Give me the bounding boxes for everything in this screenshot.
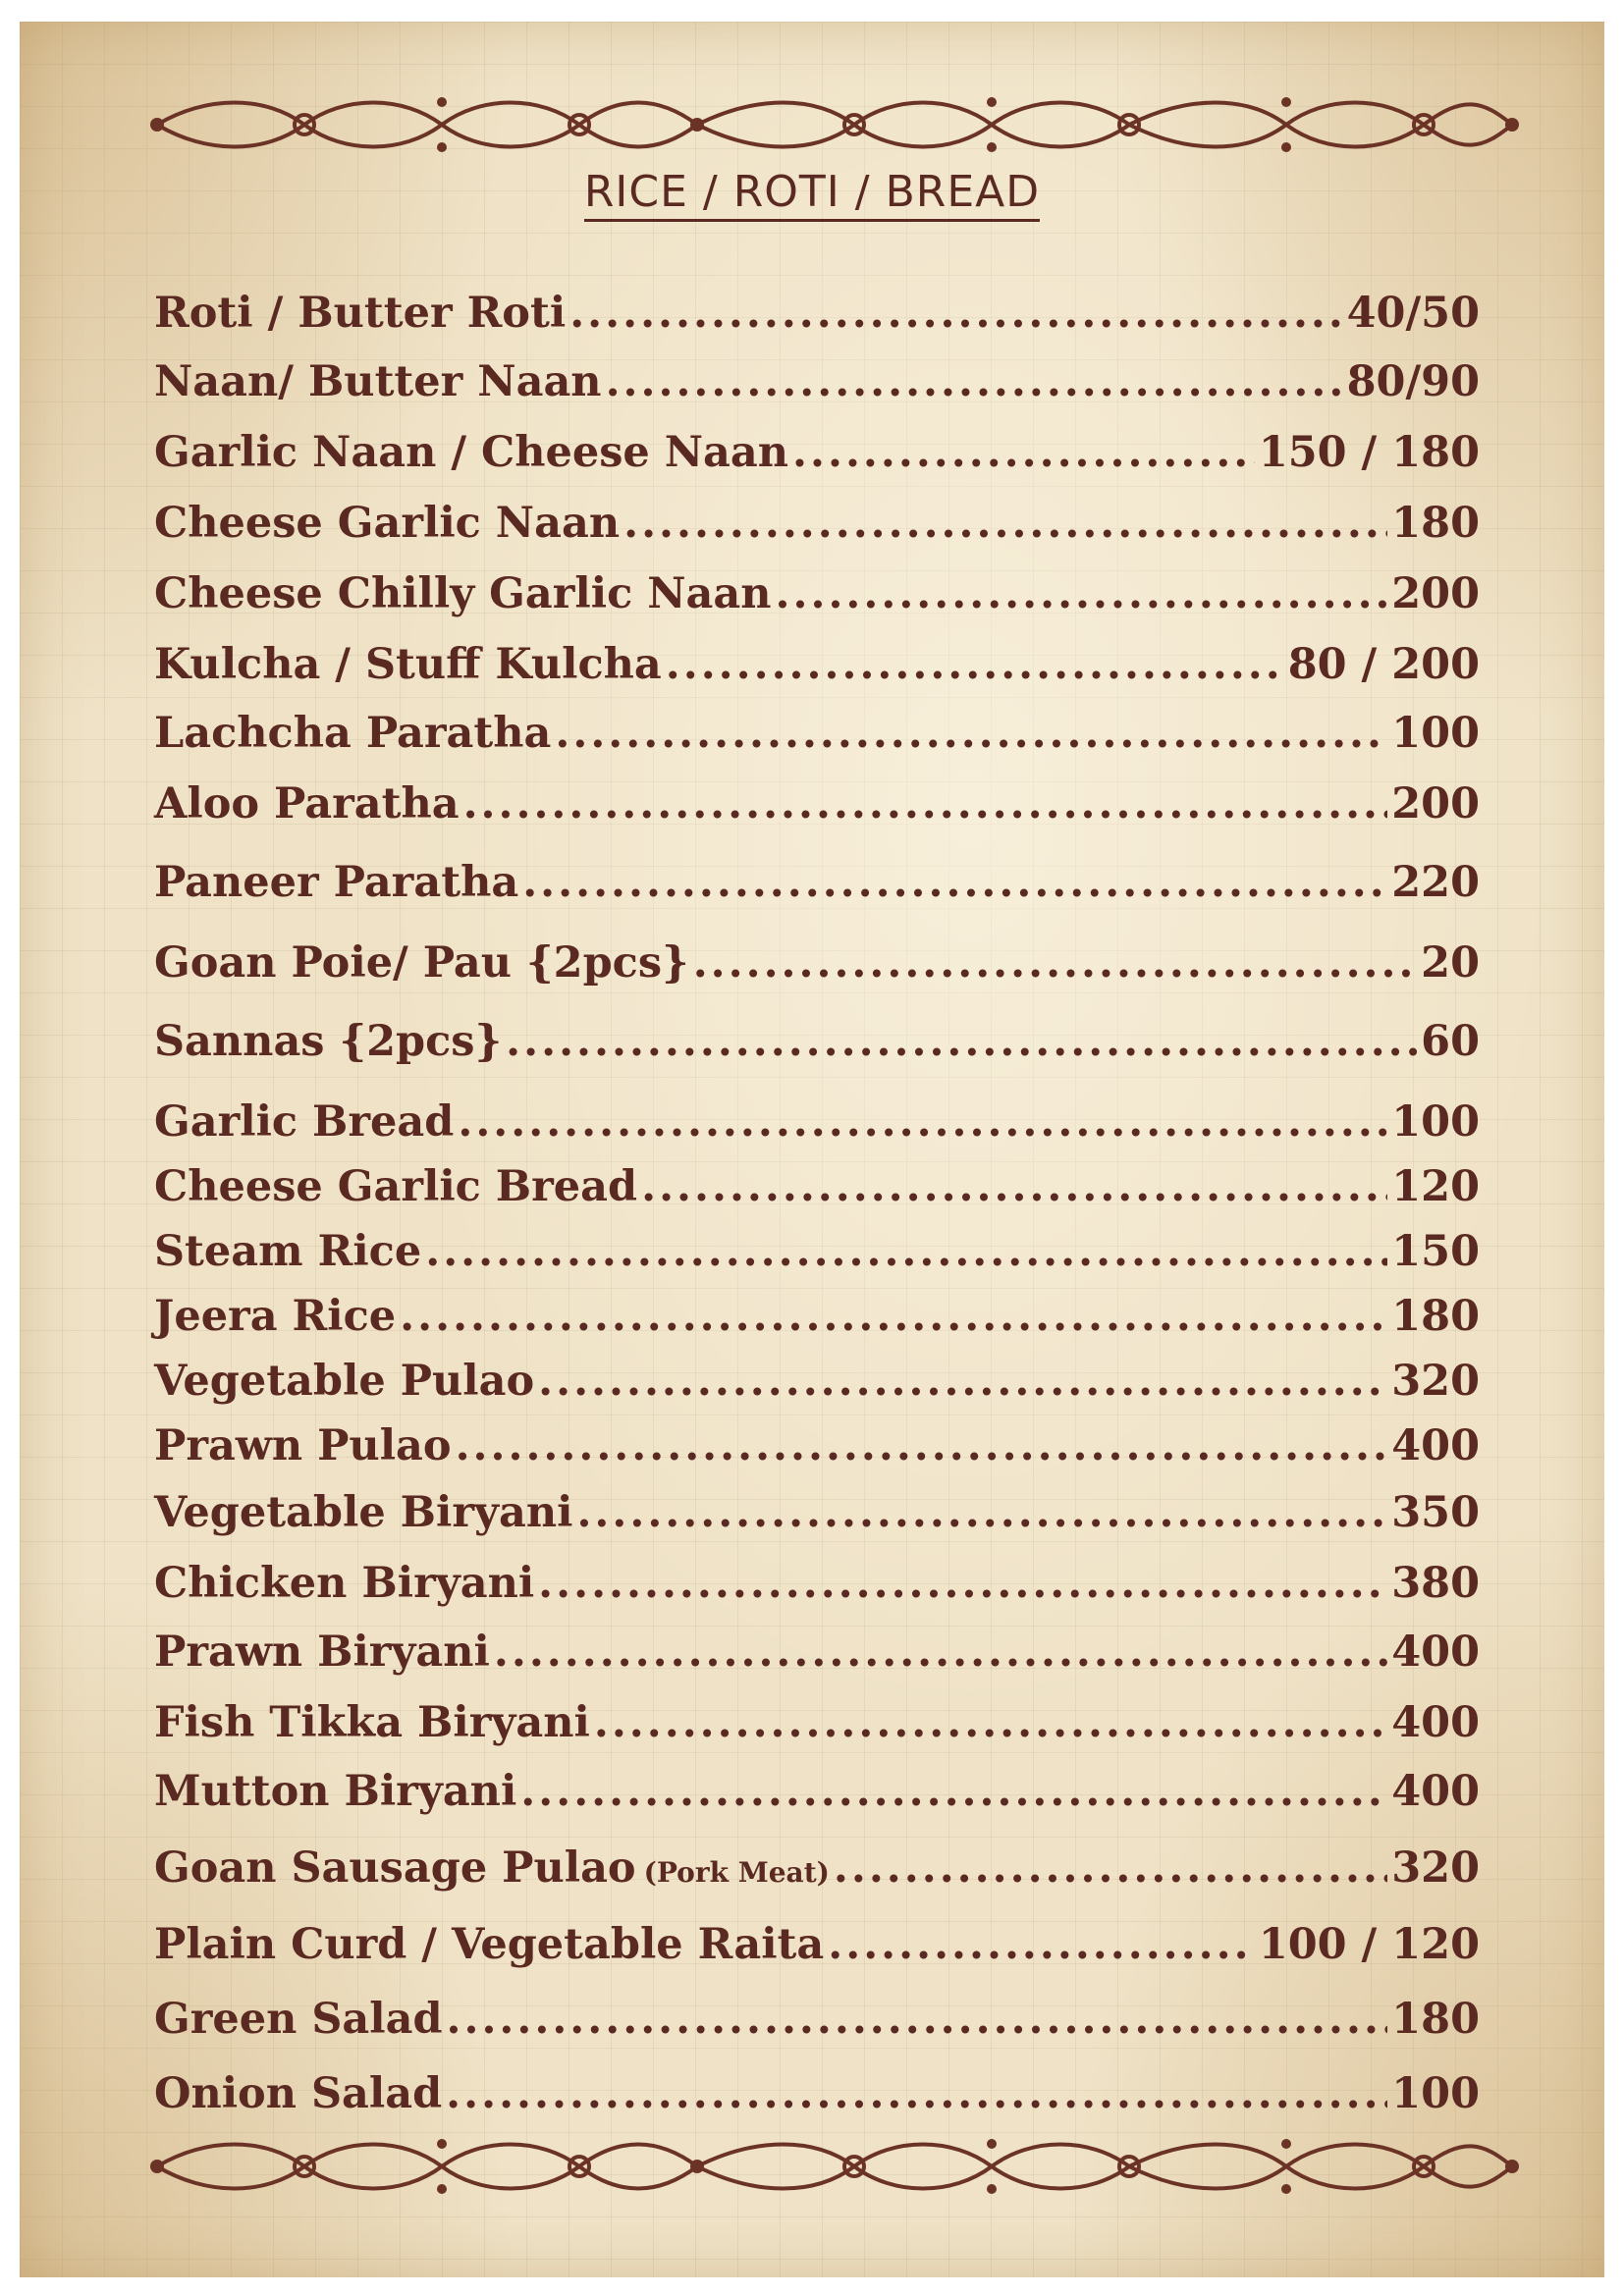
menu-item <box>154 2069 1480 2128</box>
menu-item <box>154 428 1480 487</box>
item-price: 150 <box>1391 1227 1480 1276</box>
item-price: 200 <box>1391 779 1480 828</box>
menu-item <box>154 1843 1480 1902</box>
item-name: Paneer Paratha <box>154 858 519 907</box>
item-price: 320 <box>1391 1843 1480 1893</box>
item-name: Garlic Bread <box>154 1097 455 1147</box>
item-name: Mutton Biryani <box>154 1767 517 1816</box>
dot-leader <box>606 357 1343 406</box>
item-price: 180 <box>1391 499 1480 548</box>
item-name: Aloo Paratha <box>154 779 460 828</box>
item-price: 20 <box>1421 938 1480 988</box>
item-note: (Pork Meat) <box>643 1856 830 1889</box>
top-ornament-icon <box>147 90 1522 159</box>
item-price: 100 / 120 <box>1258 1920 1480 1969</box>
dot-leader <box>463 779 1388 828</box>
menu-item <box>154 938 1480 997</box>
item-price: 180 <box>1391 1995 1480 2044</box>
item-price: 60 <box>1421 1017 1480 1066</box>
dot-leader <box>576 1488 1387 1537</box>
menu-item <box>154 1097 1480 1156</box>
menu-item <box>154 1767 1480 1826</box>
item-name: Chicken Biryani <box>154 1559 535 1608</box>
menu-item <box>154 1488 1480 1547</box>
dot-leader <box>400 1292 1387 1341</box>
item-price: 380 <box>1391 1559 1480 1608</box>
item-name: Garlic Naan / Cheese Naan <box>154 428 789 477</box>
dot-leader <box>792 428 1255 477</box>
menu-item <box>154 569 1480 628</box>
dot-leader <box>458 1097 1387 1147</box>
item-name: Roti / Butter Roti <box>154 289 567 338</box>
dot-leader <box>446 2069 1387 2118</box>
item-price: 400 <box>1391 1767 1480 1816</box>
item-name: Onion Salad <box>154 2069 443 2118</box>
dot-leader <box>834 1843 1387 1893</box>
menu-item <box>154 1357 1480 1415</box>
dot-leader <box>693 938 1417 988</box>
item-name: Lachcha Paratha <box>154 709 552 758</box>
item-price: 350 <box>1391 1488 1480 1537</box>
menu-item <box>154 640 1480 699</box>
menu-item <box>154 1421 1480 1480</box>
dot-leader <box>494 1628 1387 1677</box>
item-name: Cheese Garlic Naan <box>154 499 621 548</box>
dot-leader <box>569 289 1342 338</box>
item-price: 120 <box>1391 1162 1480 1211</box>
item-price: 100 <box>1391 709 1480 758</box>
dot-leader <box>666 640 1284 689</box>
menu-item <box>154 1017 1480 1076</box>
item-name: Sannas {2pcs} <box>154 1017 503 1066</box>
menu-item <box>154 1162 1480 1221</box>
menu-page <box>20 22 1604 2277</box>
section-title: RICE / ROTI / BREAD <box>584 167 1040 222</box>
item-name: Jeera Rice <box>154 1292 397 1341</box>
menu-item <box>154 289 1480 347</box>
menu-item <box>154 1920 1480 1979</box>
menu-item <box>154 1628 1480 1686</box>
dot-leader <box>623 499 1387 548</box>
menu-item <box>154 1292 1480 1351</box>
item-name: Fish Tikka Biryani <box>154 1698 590 1747</box>
dot-leader <box>538 1357 1387 1406</box>
item-name: Prawn Pulao <box>154 1421 452 1470</box>
menu-item <box>154 1559 1480 1618</box>
item-name: Naan/ Butter Naan <box>154 357 602 406</box>
item-name: Cheese Garlic Bread <box>154 1162 638 1211</box>
item-name: Goan Sausage Pulao <box>154 1843 636 1893</box>
dot-leader <box>522 858 1387 907</box>
dot-leader <box>641 1162 1387 1211</box>
dot-leader <box>538 1559 1387 1608</box>
item-name: Vegetable Biryani <box>154 1488 573 1537</box>
item-price: 40/50 <box>1346 289 1480 338</box>
dot-leader <box>520 1767 1387 1816</box>
item-name: Plain Curd / Vegetable Raita <box>154 1920 825 1969</box>
item-price: 80 / 200 <box>1287 640 1480 689</box>
item-name: Green Salad <box>154 1995 443 2044</box>
dot-leader <box>447 1995 1388 2044</box>
item-price: 220 <box>1391 858 1480 907</box>
dot-leader <box>425 1227 1387 1276</box>
item-name: Steam Rice <box>154 1227 422 1276</box>
menu-item <box>154 1995 1480 2054</box>
item-price: 400 <box>1391 1628 1480 1677</box>
menu-item <box>154 499 1480 558</box>
menu-item <box>154 779 1480 838</box>
item-price: 100 <box>1391 2069 1480 2118</box>
dot-leader <box>776 569 1388 618</box>
menu-item <box>154 1227 1480 1286</box>
item-price: 400 <box>1391 1698 1480 1747</box>
item-price: 320 <box>1391 1357 1480 1406</box>
dot-leader <box>555 709 1387 758</box>
item-name: Prawn Biryani <box>154 1628 490 1677</box>
item-price: 180 <box>1391 1292 1480 1341</box>
dot-leader <box>828 1920 1255 1969</box>
bottom-ornament-icon <box>147 2132 1522 2201</box>
item-name: Kulcha / Stuff Kulcha <box>154 640 662 689</box>
item-name: Vegetable Pulao <box>154 1357 535 1406</box>
section-heading <box>20 167 1604 217</box>
dot-leader <box>594 1698 1387 1747</box>
menu-item <box>154 1698 1480 1757</box>
item-name: Cheese Chilly Garlic Naan <box>154 569 772 618</box>
dot-leader <box>456 1421 1388 1470</box>
item-price: 400 <box>1391 1421 1480 1470</box>
menu-item <box>154 858 1480 917</box>
menu-item <box>154 357 1480 416</box>
item-price: 100 <box>1391 1097 1480 1147</box>
item-price: 150 / 180 <box>1258 428 1480 477</box>
item-price: 80/90 <box>1346 357 1480 406</box>
menu-item <box>154 709 1480 768</box>
dot-leader <box>506 1017 1417 1066</box>
item-price: 200 <box>1391 569 1480 618</box>
item-name: Goan Poie/ Pau {2pcs} <box>154 938 689 988</box>
